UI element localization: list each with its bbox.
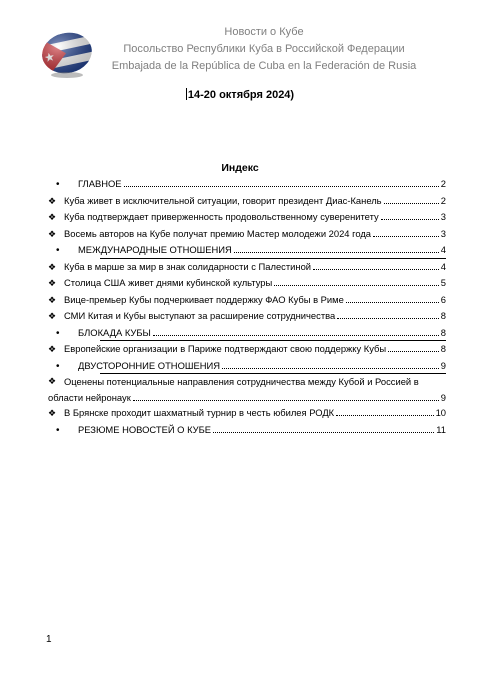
toc-entry[interactable] [48,275,446,292]
diamond-bullet-icon: ❖ [48,228,57,239]
toc-entry-text: СМИ Китая и Кубы выступают за расширение сотрудничества [64,310,336,321]
toc-entry-text: Европейские организации в Париже подтверждают свою поддержку Кубы [64,343,387,354]
toc-entry-text: Куба подтверждает приверженность продовольственному суверенитету [64,211,379,222]
bullet-icon: • [56,424,60,436]
toc-entry-text: Восемь авторов на Кубе получат премию Мастер молодежи 2024 года [64,227,372,239]
bullet-icon: • [56,327,60,339]
diamond-bullet-icon: ❖ [48,212,57,222]
toc-entry[interactable] [48,176,446,193]
toc-entry-text: В Брянске проходит шахматный турнир в честь юбилея РОДК [64,407,335,418]
toc-entry-page: 3 [440,227,446,239]
diamond-bullet-icon: ❖ [48,195,57,206]
cuba-flag-sphere-icon [40,30,94,80]
toc-entry-page: 10 [435,407,446,418]
toc-entry[interactable] [48,374,446,405]
toc-entry[interactable] [48,358,446,375]
toc-entry[interactable] [48,405,446,422]
toc-entry[interactable] [48,308,446,325]
diamond-bullet-icon: ❖ [48,294,57,305]
toc-entry-page: 11 [436,423,446,435]
bullet-icon: • [56,179,60,190]
toc-entry[interactable] [48,209,446,226]
toc-entry-page: 2 [440,194,446,206]
toc-entry-text-line2: области нейронаук [48,391,131,403]
dot-leader [222,360,439,369]
toc-entry[interactable] [48,292,446,309]
toc-entry-text: БЛОКАДА КУБЫ [78,326,151,338]
dot-leader [274,277,439,286]
toc-entry-text: МЕЖДУНАРОДНЫЕ ОТНОШЕНИЯ [78,244,232,255]
dot-leader [153,327,439,336]
toc-entry-page: 8 [440,326,446,338]
toc-entry-page: 4 [440,260,446,272]
toc-entry[interactable] [48,341,446,358]
text-cursor [186,88,187,100]
toc-entry-page: 9 [440,391,446,403]
dot-leader [124,178,439,187]
toc-entry[interactable] [48,325,446,342]
diamond-bullet-icon: ❖ [48,261,57,272]
toc-entry-page: 6 [440,293,446,305]
bullet-icon: • [56,245,60,256]
toc-entry[interactable] [48,422,446,439]
dot-leader [213,424,434,433]
dot-leader [313,261,439,270]
toc-entry-page: 8 [440,343,446,354]
dot-leader [384,195,439,204]
diamond-bullet-icon: ❖ [48,376,57,386]
toc-entry-page: 8 [440,310,446,321]
toc-entry[interactable] [48,226,446,243]
toc-title: Индекс [221,162,259,174]
diamond-bullet-icon: ❖ [48,311,57,321]
toc-entry-text-line1: Оценены потенциальные направления сотрудничества между Кубой и Россией в [64,376,419,387]
toc-entry-page: 2 [440,178,446,189]
toc-entry-text: ДВУСТОРОННИЕ ОТНОШЕНИЯ [78,359,220,371]
bullet-icon: • [56,360,60,372]
toc-entry[interactable] [48,193,446,210]
date-range [0,88,480,101]
toc-entry-page: 4 [440,244,446,255]
dot-leader [381,211,439,220]
embassy-logo [40,30,94,80]
toc-entry-page: 5 [440,277,446,288]
toc-entry[interactable] [48,242,446,259]
diamond-bullet-icon: ❖ [48,344,57,354]
toc-entry[interactable] [48,259,446,276]
date-range-text: 14-20 октября 2024) [187,89,295,101]
dot-leader [234,244,439,253]
toc-entry-text: Куба в марше за мир в знак солидарности с Палестиной [64,260,312,272]
toc-entry-text: Куба живет в исключительной ситуации, говорит президент Диас-Канель [64,194,382,206]
dot-leader [133,392,439,401]
dot-leader [337,310,439,319]
header-title: Новости о Кубе [224,26,304,38]
dot-leader [346,294,439,303]
toc-entry-text: РЕЗЮМЕ НОВОСТЕЙ О КУБЕ [78,423,212,435]
toc-entry-text: ГЛАВНОЕ [78,178,122,189]
header-embassy-ru: Посольство Республики Куба в Российской Федерации [123,43,405,55]
dot-leader [388,343,439,352]
toc-entry-page: 3 [440,211,446,222]
dot-leader [373,228,439,237]
toc-entry-text: Столица США живет днями кубинской культуры [64,277,273,288]
diamond-bullet-icon: ❖ [48,408,57,418]
toc-entry-text: Вице-премьер Кубы подчеркивает поддержку ФАО Кубы в Риме [64,293,344,305]
dot-leader [336,407,433,416]
table-of-contents [48,176,446,438]
toc-entry-page: 9 [440,359,446,371]
diamond-bullet-icon: ❖ [48,278,57,288]
document-header [100,24,428,75]
page-number: 1 [46,634,52,645]
header-embassy-es: Embajada de la República de Cuba en la Federación de Rusia [111,60,417,72]
